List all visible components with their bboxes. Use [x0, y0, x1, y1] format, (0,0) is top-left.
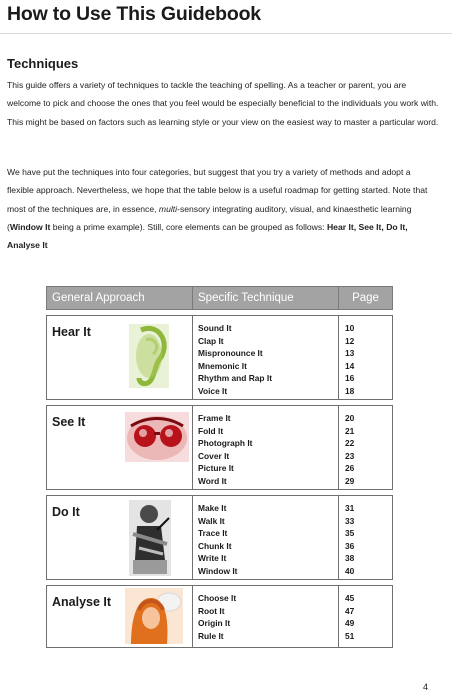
- table-row-hear-it: [47, 316, 393, 400]
- approach-name: Do It: [52, 505, 80, 519]
- group-hear: Hear It: [326, 221, 354, 232]
- page-item: 29: [345, 475, 355, 486]
- page-item: 16: [345, 373, 355, 384]
- title-rule: [0, 33, 452, 34]
- page-list: [339, 496, 392, 578]
- page-item: 20: [345, 413, 355, 423]
- technique-list: [193, 316, 338, 398]
- page-number: 4: [423, 682, 429, 692]
- technique-cell: [193, 406, 339, 490]
- technique-item: Choose It: [198, 593, 237, 603]
- table-row-analyse-it: [47, 586, 393, 648]
- approach-name: Analyse It: [52, 595, 112, 609]
- separator: ,: [405, 221, 408, 232]
- page-item: 13: [345, 348, 355, 359]
- technique-item: Rhythm and Rap It: [198, 373, 272, 384]
- technique-cell: [193, 586, 339, 648]
- technique-item: Sound It: [198, 323, 232, 333]
- page-item: 21: [345, 425, 355, 436]
- page-cell: [339, 406, 393, 490]
- table-header-row: [47, 287, 393, 310]
- thinking-girl-photo-icon: [125, 588, 183, 644]
- separator: ,: [353, 221, 359, 232]
- technique-item: Cover It: [198, 450, 230, 461]
- page-item: 49: [345, 618, 355, 629]
- page-item: 10: [345, 323, 355, 333]
- header-general-approach: General Approach: [47, 287, 193, 310]
- technique-item: Clap It: [198, 335, 224, 346]
- technique-item: Trace It: [198, 528, 228, 539]
- approach-cell: [47, 316, 193, 400]
- writing-person-photo-icon: [129, 500, 171, 576]
- group-see: See It: [358, 221, 382, 232]
- technique-item: Rule It: [198, 630, 224, 641]
- ear-photo-icon: [129, 324, 169, 388]
- header-page: Page: [339, 287, 393, 310]
- page-item: 14: [345, 360, 355, 371]
- page-item: 51: [345, 630, 355, 641]
- technique-cell: [193, 316, 339, 400]
- page-cell: [339, 586, 393, 648]
- text-run: -sensory integrating auditory, visual, and kinaesthetic learning (: [7, 203, 412, 232]
- approach-cell: [47, 406, 193, 490]
- page-item: 45: [345, 593, 355, 603]
- page-item: 12: [345, 335, 355, 346]
- categories-paragraph: [7, 163, 439, 254]
- section-heading: Techniques: [7, 56, 79, 71]
- sunglasses-photo-icon: [125, 412, 189, 462]
- technique-item: Root It: [198, 605, 225, 616]
- group-analyse: Analyse It: [7, 240, 48, 251]
- technique-item: Walk It: [198, 515, 225, 526]
- technique-item: Make It: [198, 503, 227, 513]
- approach-name: See It: [52, 415, 86, 429]
- page-title: How to Use This Guidebook: [7, 3, 261, 25]
- page-list: [339, 406, 392, 488]
- page-item: 33: [345, 515, 355, 526]
- group-do: Do It: [386, 221, 406, 232]
- technique-item: Write It: [198, 553, 227, 564]
- table-row-do-it: [47, 496, 393, 580]
- techniques-table: [46, 286, 393, 648]
- page-item: 22: [345, 438, 355, 449]
- technique-item: Mispronounce It: [198, 348, 263, 359]
- header-specific-technique: Specific Technique: [193, 287, 339, 310]
- separator: ,: [381, 221, 387, 232]
- technique-item: Voice It: [198, 385, 228, 396]
- page-item: 40: [345, 565, 355, 576]
- text-run: being a prime example). Still, core elements can be grouped as follows:: [50, 221, 327, 232]
- technique-item: Mnemonic It: [198, 360, 247, 371]
- technique-item: Photograph It: [198, 438, 253, 449]
- intro-paragraph: This guide offers a variety of techniques to tackle the teaching of spelling. As a teacher or parent, you are welcome to pick and choose the ones that you feel would be especially beneficial to the individuals you work with. This might be based on factors such as learning style or your view on the easiest way to master a particular word.: [7, 80, 439, 127]
- technique-item: Fold It: [198, 425, 224, 436]
- italic-run: multi: [158, 203, 178, 214]
- approach-name: Hear It: [52, 325, 91, 339]
- page-list: [339, 316, 392, 398]
- technique-item: Chunk It: [198, 540, 232, 551]
- page-item: 31: [345, 503, 355, 513]
- page-item: 23: [345, 450, 355, 461]
- technique-item: Window It: [198, 565, 238, 576]
- bold-run: Window It: [9, 221, 51, 232]
- table-row-see-it: [47, 406, 393, 490]
- page-item: 47: [345, 605, 355, 616]
- text-run: We have put the techniques into four categories, but suggest that you try a variety of methods and adopt a flexible approach. Nevertheless, we hope that the table below is a useful roadmap for getting started. Note that most of the techniques are, in essence,: [7, 167, 428, 214]
- approach-cell: [47, 586, 193, 648]
- technique-list: [193, 496, 338, 578]
- technique-list: [193, 586, 338, 642]
- approach-cell: [47, 496, 193, 580]
- page-cell: [339, 496, 393, 580]
- technique-list: [193, 406, 338, 488]
- page-cell: [339, 316, 393, 400]
- technique-item: Word It: [198, 475, 227, 486]
- technique-item: Frame It: [198, 413, 231, 423]
- technique-item: Origin It: [198, 618, 231, 629]
- page-item: 35: [345, 528, 355, 539]
- page-item: 26: [345, 463, 355, 474]
- page-item: 18: [345, 385, 355, 396]
- technique-item: Picture It: [198, 463, 234, 474]
- technique-cell: [193, 496, 339, 580]
- page-item: 38: [345, 553, 355, 564]
- page-list: [339, 586, 392, 642]
- page-item: 36: [345, 540, 355, 551]
